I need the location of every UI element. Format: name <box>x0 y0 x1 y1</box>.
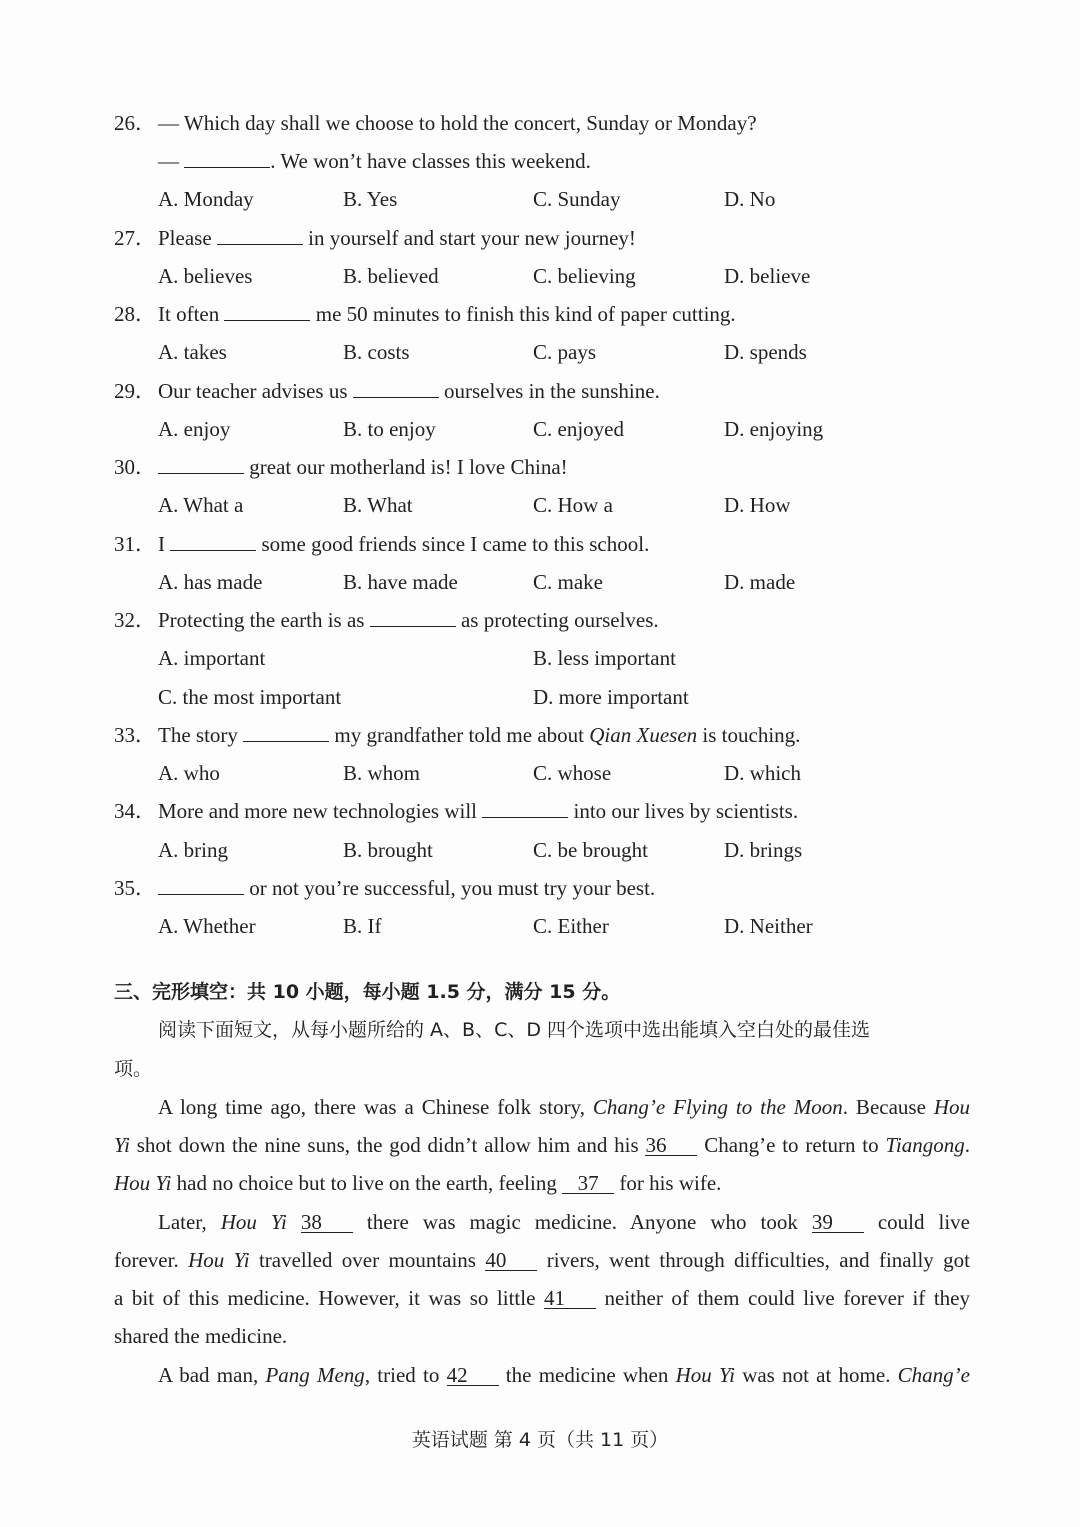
option-c: C. be brought <box>533 838 648 862</box>
option-a: A. bring <box>158 838 228 862</box>
page-footer: 英语试题 第 4 页（共 11 页） <box>411 1429 669 1451</box>
passage-line: A long time ago, there was a Chinese folk story, Chang’e Flying to the Moon. Because Hou <box>158 1095 970 1119</box>
option-b: B. Yes <box>343 187 398 211</box>
option-d: D. more important <box>533 685 689 709</box>
section-instruction-cont: 项。 <box>114 1058 153 1080</box>
option-a: A. has made <box>158 570 263 594</box>
option-a: A. Monday <box>158 187 254 211</box>
option-c: C. Sunday <box>533 187 621 211</box>
option-c: C. pays <box>533 340 596 364</box>
passage-line: Hou Yi had no choice but to live on the earth, feeling 37 for his wife. <box>114 1171 722 1195</box>
option-d: D. enjoying <box>724 417 824 441</box>
option-d: D. Neither <box>724 914 813 938</box>
option-c: C. Either <box>533 914 609 938</box>
answer-blank <box>170 534 256 551</box>
option-d: D. No <box>724 187 776 211</box>
option-a: A. What a <box>158 493 244 517</box>
option-b: B. have made <box>343 570 458 594</box>
option-a: A. believes <box>158 264 253 288</box>
option-a: A. important <box>158 646 266 670</box>
option-a: A. takes <box>158 340 227 364</box>
answer-blank <box>482 801 568 818</box>
option-c: C. How a <box>533 493 613 517</box>
section-instruction: 阅读下面短文，从每小题所给的 A、B、C、D 四个选项中选出能填入空白处的最佳选 <box>158 1019 871 1041</box>
question-32-stem: 32．Protecting the earth is as as protecting ourselves. <box>114 608 659 632</box>
option-d: D. brings <box>724 838 803 862</box>
option-c: C. believing <box>533 264 636 288</box>
option-b: B. What <box>343 493 413 517</box>
answer-blank <box>217 228 303 245</box>
option-d: D. made <box>724 570 796 594</box>
answer-blank <box>353 381 439 398</box>
question-35-stem: 35． or not you’re successful, you must try your best. <box>114 876 656 900</box>
passage-line: Yi shot down the nine suns, the god didn’t allow him and his 36 Chang’e to return to Tiangong. <box>114 1133 971 1157</box>
question-27-stem: 27．Please in yourself and start your new journey! <box>114 226 636 250</box>
option-c: C. enjoyed <box>533 417 624 441</box>
option-b: B. costs <box>343 340 410 364</box>
option-b: B. whom <box>343 761 421 785</box>
option-c: C. the most important <box>158 685 342 709</box>
option-b: B. to enjoy <box>343 417 436 441</box>
passage-line: a bit of this medicine. However, it was so little 41 neither of them could live forever if they <box>114 1286 970 1310</box>
cloze-blank-42: 42 <box>447 1365 499 1386</box>
cloze-blank-36: 36 <box>645 1135 697 1156</box>
cloze-blank-37: 37 <box>562 1173 614 1194</box>
passage-line: shared the medicine. <box>114 1324 288 1348</box>
option-d: D. How <box>724 493 791 517</box>
option-c: C. make <box>533 570 603 594</box>
answer-blank <box>184 151 270 168</box>
question-28-stem: 28．It often me 50 minutes to finish this kind of paper cutting. <box>114 302 736 326</box>
question-30-stem: 30． great our motherland is! I love China! <box>114 455 568 479</box>
answer-blank <box>158 457 244 474</box>
question-26-reply: — . We won’t have classes this weekend. <box>158 149 591 173</box>
question-31-stem: 31．I some good friends since I came to this school. <box>114 532 650 556</box>
option-b: B. brought <box>343 838 433 862</box>
passage-line: Later, Hou Yi 38 there was magic medicine. Anyone who took 39 could live <box>158 1210 971 1234</box>
cloze-blank-41: 41 <box>544 1288 596 1309</box>
answer-blank <box>370 610 456 627</box>
answer-blank <box>243 725 329 742</box>
question-26-stem: 26．— Which day shall we choose to hold the concert, Sunday or Monday? <box>114 111 757 135</box>
answer-blank <box>158 878 244 895</box>
cloze-blank-39: 39 <box>812 1212 864 1233</box>
cloze-blank-38: 38 <box>301 1212 353 1233</box>
answer-blank <box>224 304 310 321</box>
option-b: B. believed <box>343 264 439 288</box>
question-33-stem: 33．The story my grandfather told me about Qian Xuesen is touching. <box>114 723 801 747</box>
option-c: C. whose <box>533 761 612 785</box>
question-34-stem: 34．More and more new technologies will into our lives by scientists. <box>114 799 799 823</box>
passage-line: forever. Hou Yi travelled over mountains 40 rivers, went through difficulties, and finally got <box>114 1248 970 1272</box>
section-heading: 三、完形填空：共 10 小题，每小题 1.5 分，满分 15 分。 <box>114 981 621 1003</box>
question-29-stem: 29．Our teacher advises us ourselves in the sunshine. <box>114 379 660 403</box>
option-a: A. who <box>158 761 220 785</box>
cloze-blank-40: 40 <box>485 1250 537 1271</box>
option-d: D. spends <box>724 340 807 364</box>
option-d: D. believe <box>724 264 811 288</box>
option-b: B. less important <box>533 646 676 670</box>
option-a: A. Whether <box>158 914 256 938</box>
option-a: A. enjoy <box>158 417 231 441</box>
option-b: B. If <box>343 914 382 938</box>
option-d: D. which <box>724 761 801 785</box>
passage-line: A bad man, Pang Meng, tried to 42 the medicine when Hou Yi was not at home. Chang’e <box>158 1363 970 1387</box>
